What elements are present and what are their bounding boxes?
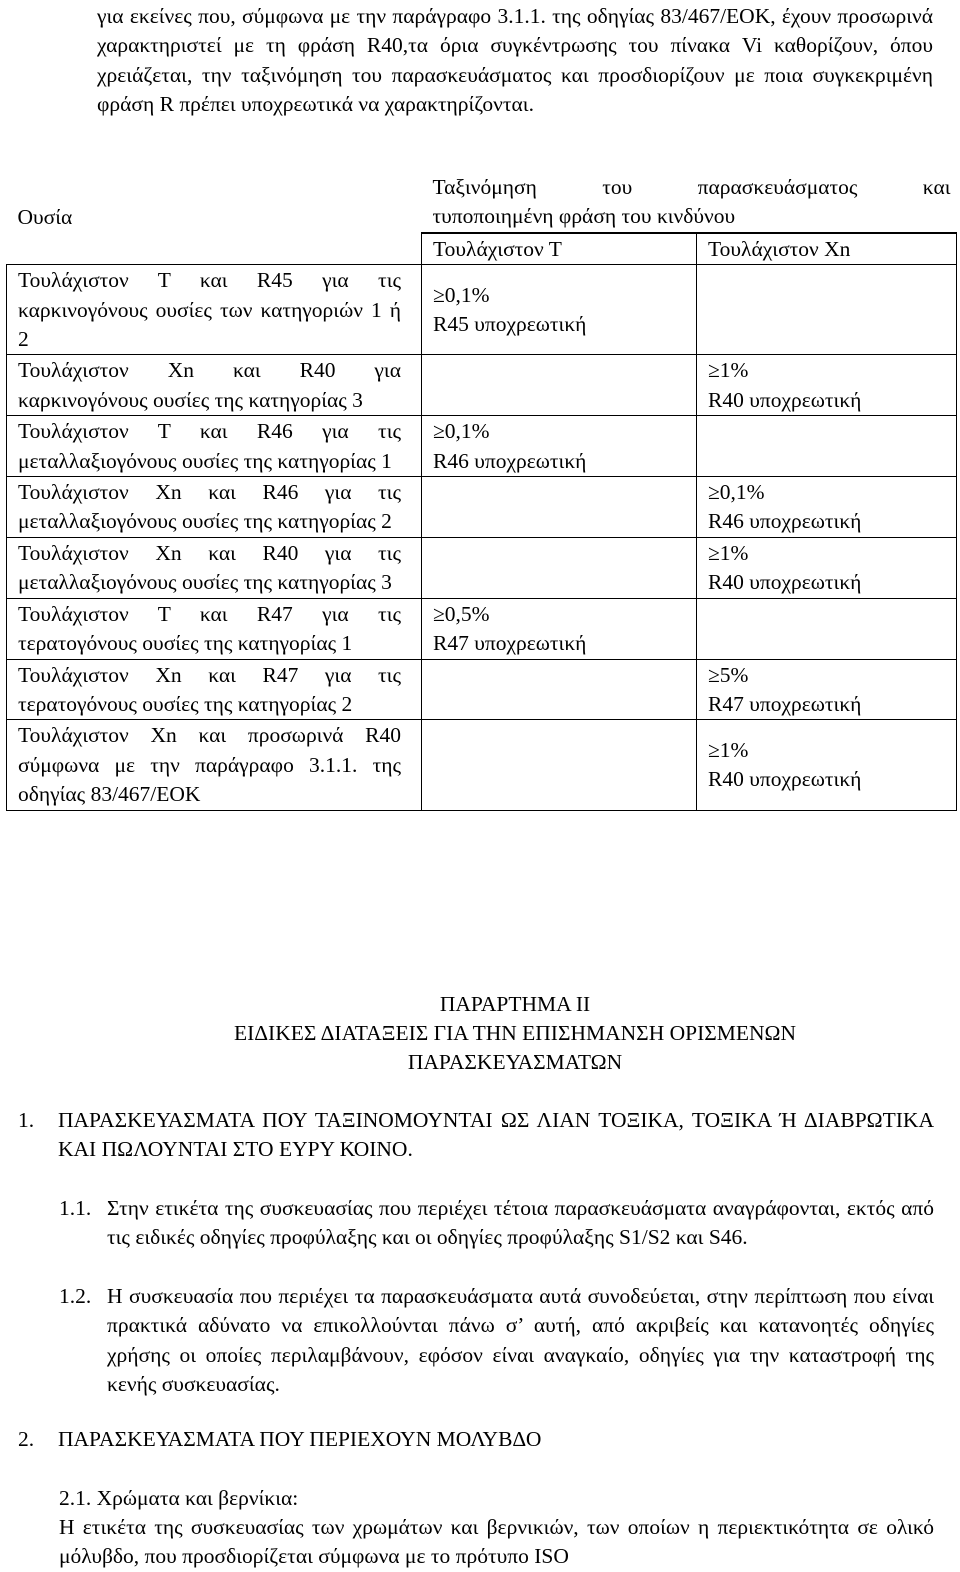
header-col-xn: Τουλάχιστον Χn <box>697 233 957 265</box>
t-value-cell <box>422 720 697 810</box>
t-value-cell <box>422 598 697 659</box>
xn-value-cell <box>697 355 957 416</box>
item-2-1-number: 2.1. <box>59 1486 92 1510</box>
substance-cell: Τουλάχιστον Τ και R46 για τις μεταλλαξιογόνους ουσίες της κατηγορίας 1 <box>7 416 422 477</box>
intro-paragraph <box>97 2 933 120</box>
table-row <box>7 265 957 355</box>
xn-percentage: ≥1% <box>708 540 749 565</box>
section-1-number: 1. <box>18 1108 35 1132</box>
item-2-1-text: Η ετικέτα της συσκευασίας των χρωμάτων και βερνικιών, των οποίων η περιεκτικότητα σε ολικό μόλυβδο, που προσδιορίζεται σύμφωνα με το πρότυπο ISO <box>59 1515 934 1569</box>
item-1-1-text: Στην ετικέτα της συσκευασίας που περιέχει τέτοια παρασκευάσματα αναγράφονται, εκτός από τις ειδικές οδηγίες προφύλαξης και οι οδηγίες προφύλαξης S1/S2 και S46. <box>107 1196 934 1250</box>
xn-value-cell <box>697 416 957 477</box>
table-header-row <box>7 170 957 233</box>
header-col-t: Τουλάχιστον Τ <box>422 233 697 265</box>
xn-percentage: ≥1% <box>708 738 749 763</box>
t-percentage: ≥0,5% <box>433 601 490 626</box>
section-2-number: 2. <box>18 1427 35 1451</box>
xn-phrase: R46 υποχρεωτική <box>708 509 862 534</box>
xn-phrase: R40 υποχρεωτική <box>708 570 862 595</box>
section-2-title: ΠΑΡΑΣΚΕΥΑΣΜΑΤΑ ΠΟΥ ΠΕΡΙΕΧΟΥΝ ΜΟΛΥΒΔΟ <box>58 1427 542 1451</box>
xn-percentage: ≥1% <box>708 358 749 383</box>
substance-cell: Τουλάχιστον Χn και προσωρινά R40 σύμφωνα με την παράγραφο 3.1.1. της οδηγίας 83/467/ΕΟΚ <box>7 720 422 810</box>
xn-value-cell <box>697 659 957 720</box>
item-2-1-heading <box>59 1484 934 1513</box>
t-value-cell <box>422 537 697 598</box>
xn-percentage: ≥0,1% <box>708 480 765 505</box>
t-phrase: R47 υποχρεωτική <box>433 631 587 656</box>
xn-phrase: R40 υποχρεωτική <box>708 387 862 412</box>
xn-percentage: ≥5% <box>708 662 749 687</box>
substance-cell: Τουλάχιστον Χn και R46 για τις μεταλλαξιογόνους ουσίες της κατηγορίας 2 <box>7 477 422 538</box>
table-row <box>7 477 957 538</box>
xn-phrase: R47 υποχρεωτική <box>708 691 862 716</box>
item-1-1-number: 1.1. <box>59 1196 92 1220</box>
t-value-cell <box>422 265 697 355</box>
item-1-2-number: 1.2. <box>59 1284 92 1308</box>
substance-cell: Τουλάχιστον Χn και R40 για καρκινογόνους ουσίες της κατηγορίας 3 <box>7 355 422 416</box>
header-classification-line2: τυποποιημένη φράση του κινδύνου <box>432 204 736 229</box>
section-1-title: ΠΑΡΑΣΚΕΥΑΣΜΑΤΑ ΠΟΥ ΤΑΞΙΝΟΜΟΥΝΤΑΙ ΩΣ ΛΙΑΝ ΤΟΞΙΚΑ, ΤΟΞΙΚΑ Ή ΔΙΑΒΡΩΤΙΚΑ ΚΑΙ ΠΩΛΟΥΝΤΑΙ ΣΤΟ ΕΥΡΥ ΚΟΙΝΟ. <box>58 1108 934 1162</box>
table-row <box>7 355 957 416</box>
header-classification <box>422 170 957 233</box>
header-classification-line1: Ταξινόμηση του παρασκευάσματος και <box>432 175 951 199</box>
t-percentage: ≥0,1% <box>433 282 490 307</box>
annex-subtitle-line1: ΕΙΔΙΚΕΣ ΔΙΑΤΑΞΕΙΣ ΓΙΑ ΤΗΝ ΕΠΙΣΗΜΑΝΣΗ ΟΡΙΣΜΕΝΩΝ <box>233 1021 797 1045</box>
substance-cell: Τουλάχιστον Χn και R47 για τις τερατογόνους ουσίες της κατηγορίας 2 <box>7 659 422 720</box>
table-row <box>7 720 957 810</box>
substance-cell: Τουλάχιστον Τ και R45 για τις καρκινογόνους ουσίες των κατηγοριών 1 ή 2 <box>7 265 422 355</box>
t-phrase: R45 υποχρεωτική <box>433 312 587 337</box>
annex-title: ΠΑΡΑΡΤΗΜΑ ΙΙ <box>439 992 591 1016</box>
item-1-2-text: Η συσκευασία που περιέχει τα παρασκευάσματα αυτά συνοδεύεται, στην περίπτωση που είναι πρακτικά αδύνατο να επικολλούνται πάνω σ’ αυτή, από ακριβείς και κατανοητές οδηγίες χρήσης οι οποίες περιλαμβάνουν, εφόσον είναι αναγκαίο, οδηγίες για την καταστροφή της κενής συσκευασίας. <box>107 1284 934 1397</box>
intro-text: για εκείνες που, σύμφωνα με την παράγραφο 3.1.1. της οδηγίας 83/467/ΕΟΚ, έχουν προσωρινά χαρακτηριστεί με τη φράση R40,τα όρια συγκέντρωσης του πίνακα Vi καθορίζουν, όπου χρειάζεται, την ταξινόμηση του παρασκευάσματος και προσδιορίζουν με ποια συγκεκριμένη φράση R πρέπει υποχρεωτικά να χαρακτηρίζονται. <box>97 4 933 117</box>
xn-value-cell <box>697 477 957 538</box>
t-phrase: R46 υποχρεωτική <box>433 448 587 473</box>
t-value-cell <box>422 477 697 538</box>
table-row <box>7 598 957 659</box>
section-1-2 <box>59 1282 934 1400</box>
section-2-heading <box>18 1425 934 1454</box>
t-value-cell <box>422 659 697 720</box>
xn-value-cell <box>697 537 957 598</box>
annex-subtitle-line2: ΠΑΡΑΣΚΕΥΑΣΜΑΤΩΝ <box>407 1050 623 1074</box>
xn-phrase: R40 υποχρεωτική <box>708 767 862 792</box>
xn-value-cell <box>697 598 957 659</box>
section-1-heading <box>18 1106 934 1165</box>
concentration-limits-table <box>6 170 957 811</box>
xn-value-cell <box>697 720 957 810</box>
xn-value-cell <box>697 265 957 355</box>
t-value-cell <box>422 355 697 416</box>
substance-cell: Τουλάχιστον Τ και R47 για τις τερατογόνους ουσίες της κατηγορίας 1 <box>7 598 422 659</box>
table-row <box>7 416 957 477</box>
header-substance: Ουσία <box>17 204 73 229</box>
section-1-1 <box>59 1194 934 1253</box>
annex-heading <box>0 990 960 1077</box>
t-value-cell <box>422 416 697 477</box>
t-percentage: ≥0,1% <box>433 419 490 444</box>
table-row <box>7 537 957 598</box>
substance-cell: Τουλάχιστον Χn και R40 για τις μεταλλαξιογόνους ουσίες της κατηγορίας 3 <box>7 537 422 598</box>
table-row <box>7 659 957 720</box>
item-2-1-title: Χρώματα και βερνίκια: <box>96 1486 299 1510</box>
table-body <box>7 265 957 810</box>
